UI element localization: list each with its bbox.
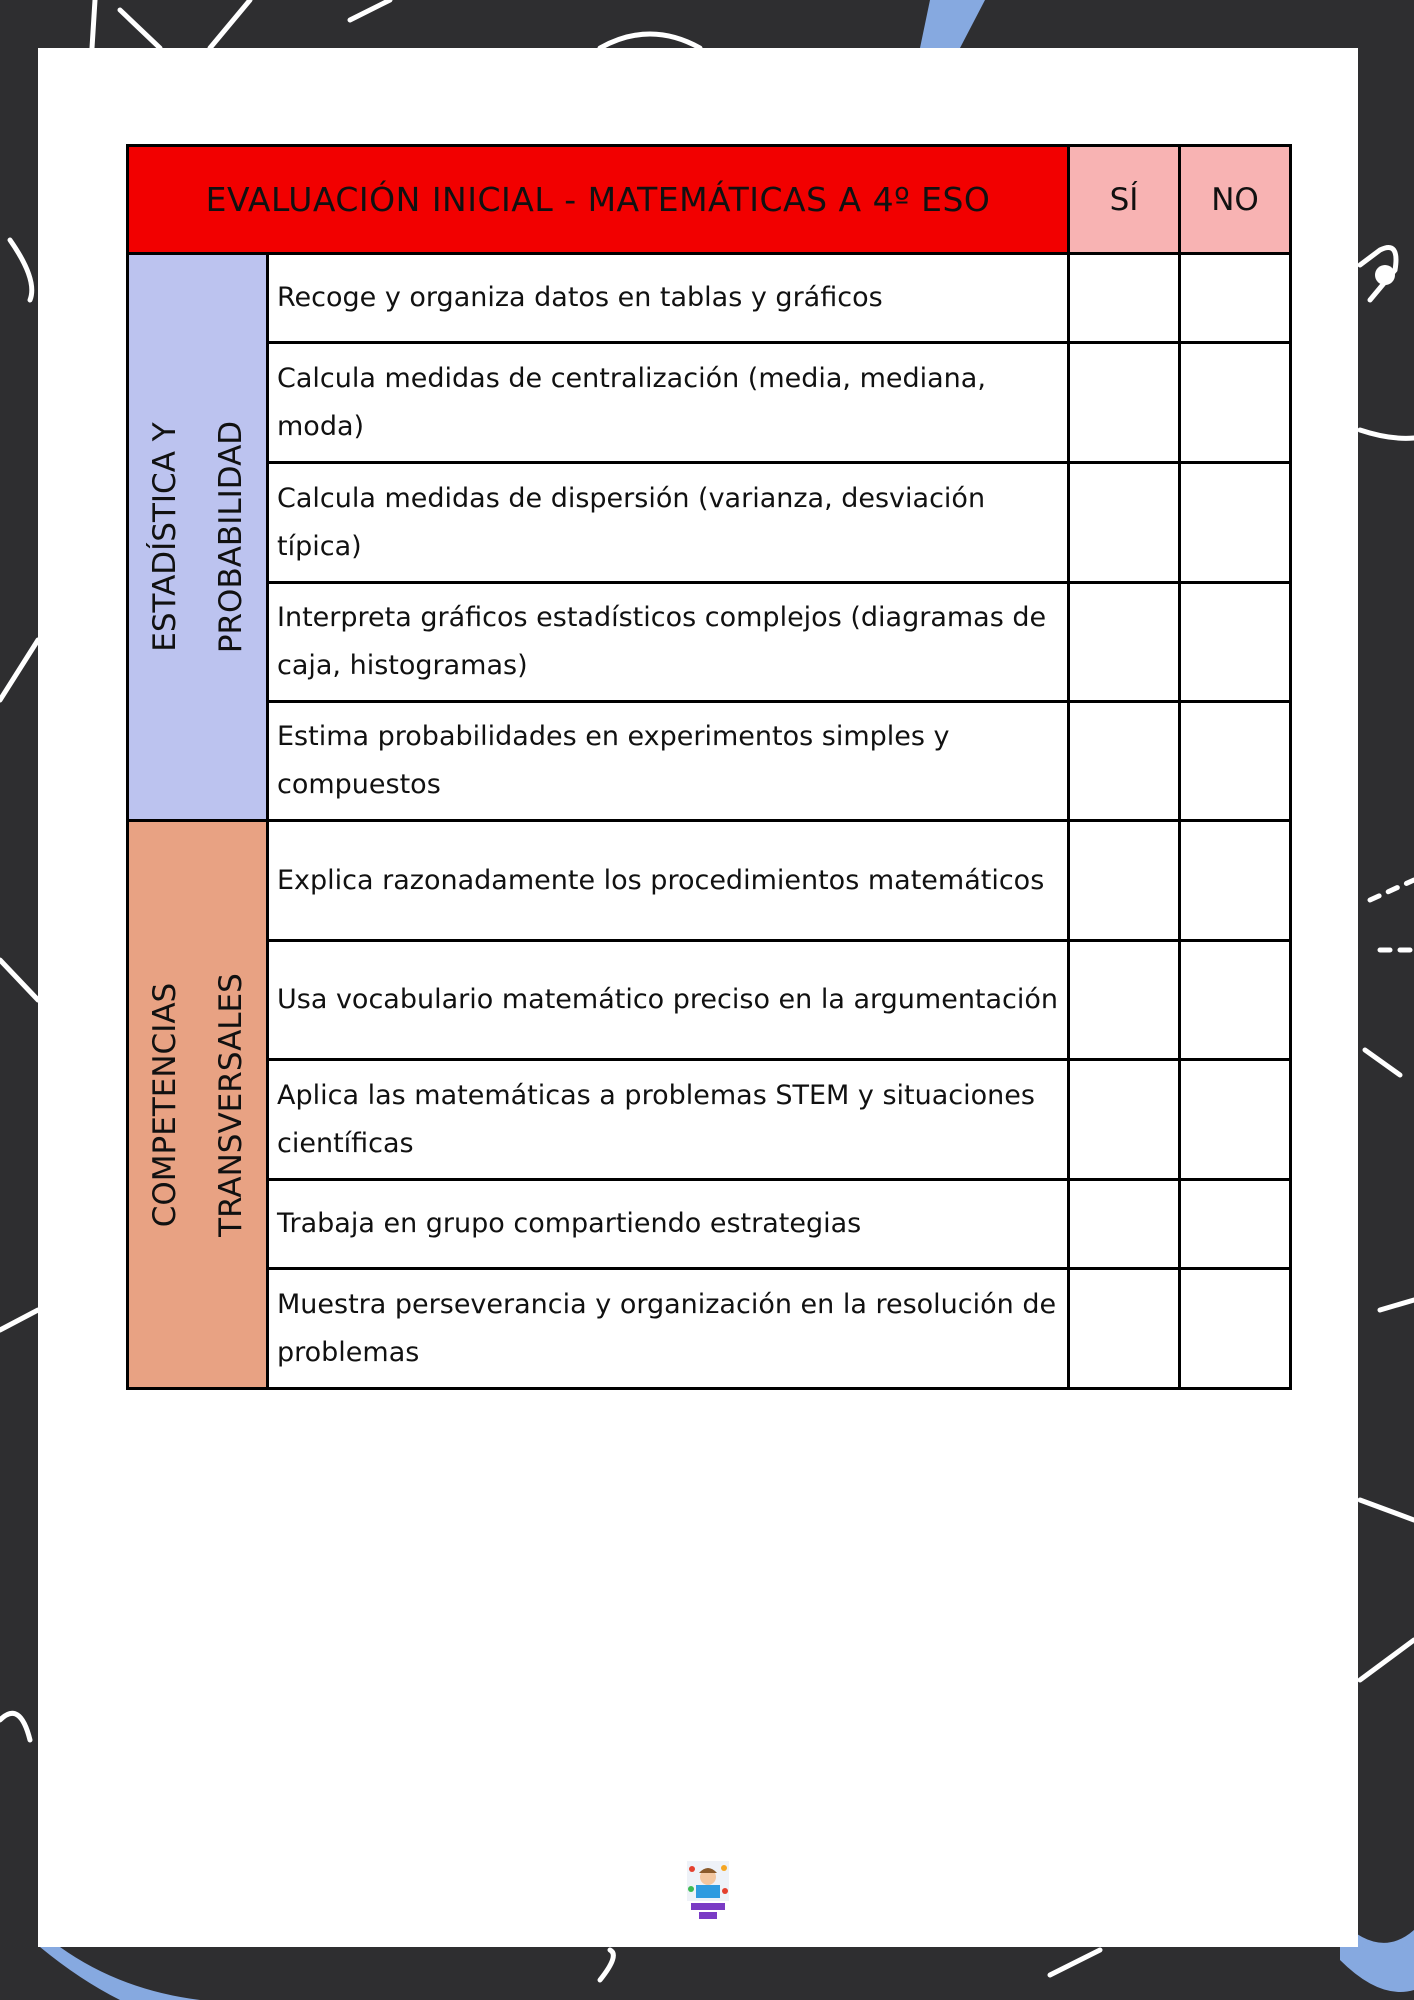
criterion-text: Interpreta gráficos estadísticos complejos (diagramas de caja, histogramas) bbox=[268, 583, 1069, 702]
recursos-eso-logo bbox=[685, 1859, 731, 1921]
no-checkbox-cell[interactable] bbox=[1180, 1180, 1291, 1269]
criterion-text: Calcula medidas de dispersión (varianza, desviación típica) bbox=[268, 463, 1069, 583]
category-label-line: COMPETENCIAS bbox=[146, 982, 183, 1227]
no-checkbox-cell[interactable] bbox=[1180, 463, 1291, 583]
no-checkbox-cell[interactable] bbox=[1180, 702, 1291, 821]
category-label-line: ESTADÍSTICA Y bbox=[146, 422, 183, 652]
criterion-row bbox=[128, 821, 1291, 941]
no-checkbox-cell[interactable] bbox=[1180, 254, 1291, 343]
no-checkbox-cell[interactable] bbox=[1180, 1269, 1291, 1389]
criterion-text: Muestra perseverancia y organización en la resolución de problemas bbox=[268, 1269, 1069, 1389]
criterion-text: Explica razonadamente los procedimientos matemáticos bbox=[268, 821, 1069, 941]
yes-checkbox-cell[interactable] bbox=[1069, 1180, 1180, 1269]
yes-checkbox-cell[interactable] bbox=[1069, 1060, 1180, 1180]
no-checkbox-cell[interactable] bbox=[1180, 343, 1291, 463]
category-cell bbox=[128, 821, 268, 1389]
yes-checkbox-cell[interactable] bbox=[1069, 821, 1180, 941]
criterion-row bbox=[128, 1269, 1291, 1389]
criterion-row bbox=[128, 941, 1291, 1060]
criterion-row bbox=[128, 583, 1291, 702]
yes-checkbox-cell[interactable] bbox=[1069, 463, 1180, 583]
table-title: EVALUACIÓN INICIAL - MATEMÁTICAS A 4º ESO bbox=[128, 146, 1069, 254]
no-checkbox-cell[interactable] bbox=[1180, 1060, 1291, 1180]
no-checkbox-cell[interactable] bbox=[1180, 941, 1291, 1060]
criterion-row bbox=[128, 1060, 1291, 1180]
criterion-row bbox=[128, 463, 1291, 583]
no-column-header: NO bbox=[1180, 146, 1291, 254]
criterion-row bbox=[128, 1180, 1291, 1269]
category-label bbox=[132, 421, 264, 653]
criterion-text: Trabaja en grupo compartiendo estrategias bbox=[268, 1180, 1069, 1269]
criterion-text: Aplica las matemáticas a problemas STEM y situaciones científicas bbox=[268, 1060, 1069, 1180]
yes-checkbox-cell[interactable] bbox=[1069, 254, 1180, 343]
yes-checkbox-cell[interactable] bbox=[1069, 941, 1180, 1060]
criterion-text: Estima probabilidades en experimentos simples y compuestos bbox=[268, 702, 1069, 821]
category-label-line: TRANSVERSALES bbox=[212, 972, 249, 1237]
yes-checkbox-cell[interactable] bbox=[1069, 702, 1180, 821]
category-cell bbox=[128, 254, 268, 821]
criterion-text: Calcula medidas de centralización (media, mediana, moda) bbox=[268, 343, 1069, 463]
evaluation-table bbox=[126, 144, 1292, 1390]
criterion-row bbox=[128, 343, 1291, 463]
worksheet-page bbox=[38, 48, 1358, 1947]
no-checkbox-cell[interactable] bbox=[1180, 821, 1291, 941]
header-row bbox=[128, 146, 1291, 254]
criterion-text: Usa vocabulario matemático preciso en la argumentación bbox=[268, 941, 1069, 1060]
yes-checkbox-cell[interactable] bbox=[1069, 583, 1180, 702]
criterion-text: Recoge y organiza datos en tablas y gráficos bbox=[268, 254, 1069, 343]
yes-column-header: SÍ bbox=[1069, 146, 1180, 254]
category-label bbox=[132, 973, 264, 1237]
criterion-row bbox=[128, 702, 1291, 821]
category-label-line: PROBABILIDAD bbox=[212, 420, 249, 654]
yes-checkbox-cell[interactable] bbox=[1069, 1269, 1180, 1389]
criterion-row bbox=[128, 254, 1291, 343]
no-checkbox-cell[interactable] bbox=[1180, 583, 1291, 702]
yes-checkbox-cell[interactable] bbox=[1069, 343, 1180, 463]
